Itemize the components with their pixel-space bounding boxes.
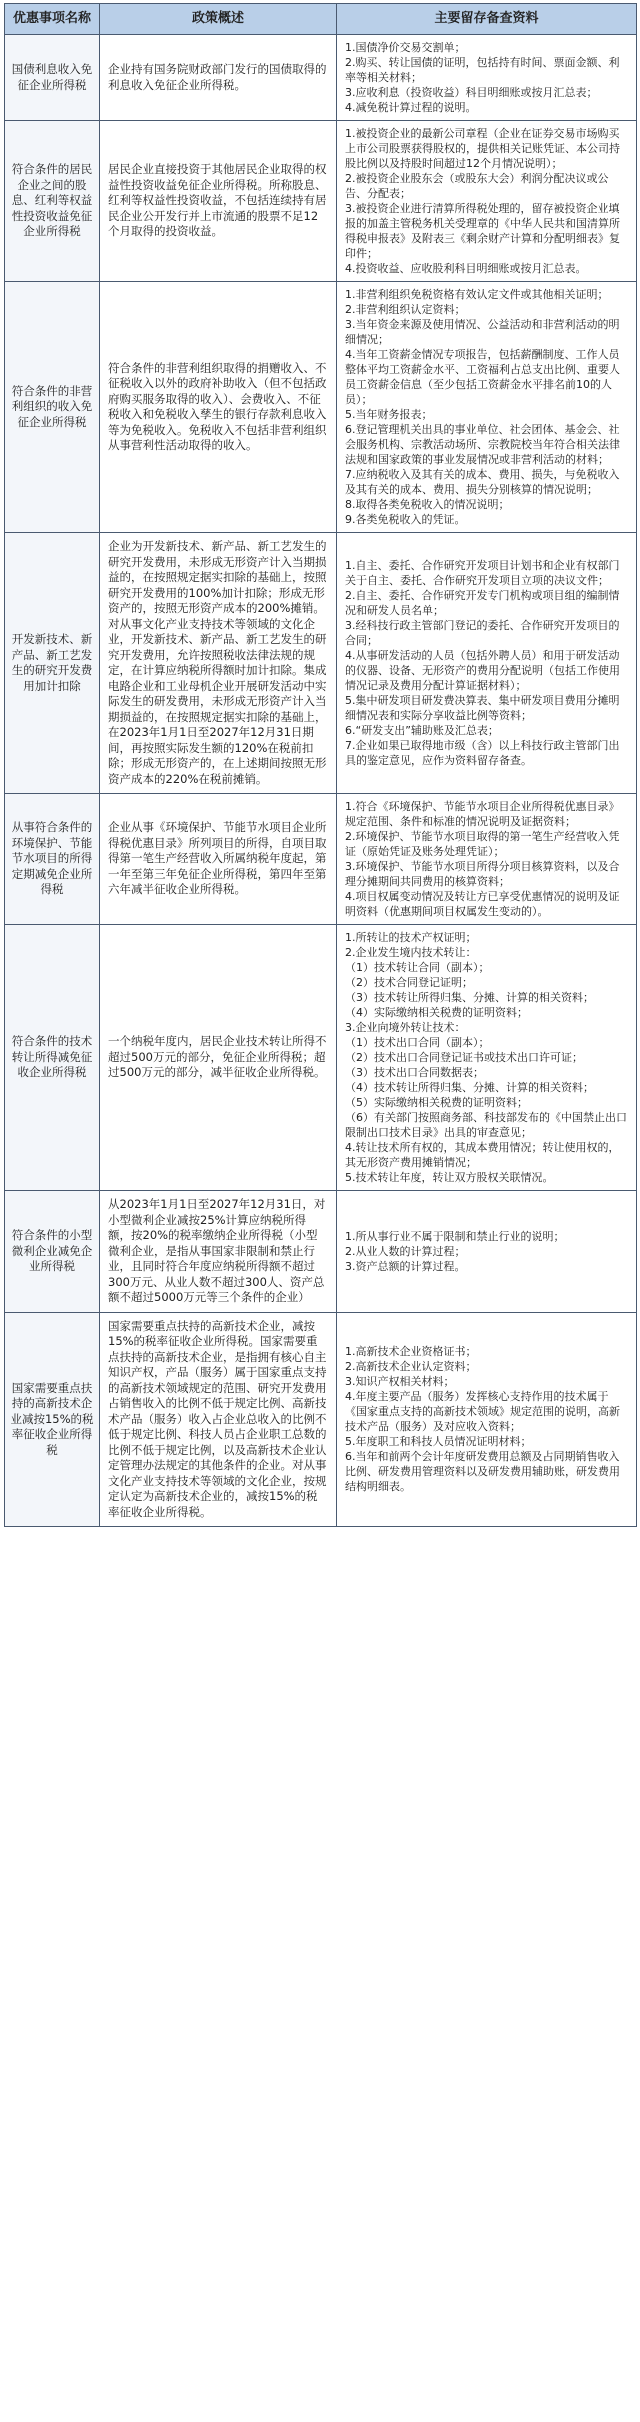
document-item: 1.自主、委托、合作研究开发项目计划书和企业有权部门关于自主、委托、合作研究开发项目立项的决议文件； [345,559,620,587]
document-item: （3）技术转让所得归集、分摊、计算的相关资料； [345,991,594,1004]
retained-documents [337,533,637,794]
retained-documents [337,794,637,925]
document-item: 1.符合《环境保护、节能节水项目企业所得税优惠目录》规定范围、条件和标准的情况说明及证据资料； [345,800,620,828]
document-item: 2.购买、转让国债的证明，包括持有时间、票面金额、利率等相关材料； [345,56,620,84]
document-item: 1.国债净价交易交割单； [345,41,466,54]
document-item: （1）技术转让合同（副本）； [345,961,490,974]
table-row [5,1191,637,1313]
preference-item-name: 国债利息收入免征企业所得税 [5,35,100,121]
document-item: 3.被投资企业进行清算所得税处理的，留存被投资企业填报的加盖主管税务机关受理章的《中华人民共和国清算所得税申报表》及附表三《剩余财产计算和分配明细表》复印件； [345,202,620,260]
document-item: 2.高新技术企业认定资料； [345,1360,477,1374]
document-item: 2.企业发生境内技术转让： [345,946,477,959]
header-retained-documents: 主要留存备查资料 [337,4,637,35]
document-item: 5.集中研发项目研发费决算表、集中研发项目费用分摊明细情况表和实际分享收益比例等资料； [345,694,620,722]
table-row [5,282,637,533]
document-item: 1.所转让的技术产权证明； [345,931,477,944]
document-item: 6.登记管理机关出具的事业单位、社会团体、基金会、社会服务机构、宗教活动场所、宗教院校当年符合相关法律法规和国家政策的事业发展情况或非营利活动的材料； [345,423,620,466]
document-item: 3.资产总额的计算过程。 [345,1259,466,1273]
document-item: 6.“研发支出”辅助账及汇总表； [345,724,499,737]
document-item: 2.从业人数的计算过程； [345,1244,466,1258]
document-item: 3.知识产权相关材料； [345,1375,455,1389]
document-item: （1）技术出口合同（副本）； [345,1036,490,1049]
document-item: 4.项目权属变动情况及转让方已享受优惠情况的说明及证明资料（优惠期间项目权属发生变动的）。 [345,890,620,918]
document-item: 1.非营利组织免税资格有效认定文件或其他相关证明； [345,288,609,301]
document-item: 1.被投资企业的最新公司章程（企业在证券交易市场购买上市公司股票获得股权的，提供相关记账凭证、本公司持股比例以及持股时间超过12个月情况说明）； [345,127,620,170]
retained-documents [337,1312,637,1527]
document-item: 5.当年财务报表； [345,408,433,421]
policy-summary: 符合条件的非营利组织取得的捐赠收入、不征税收入以外的政府补助收入（但不包括政府购买服务取得的收入）、会费收入、不征税收入和免税收入孳生的银行存款利息收入等为免税收入。免税收入不包括非营利组织从事营利性活动取得的收入。 [100,282,337,533]
document-item: 4.投资收益、应收股利科目明细账或按月汇总表。 [345,262,587,275]
policy-summary: 国家需要重点扶持的高新技术企业，减按15%的税率征收企业所得税。国家需要重点扶持的高新技术企业，是指拥有核心自主知识产权，产品（服务）属于国家重点支持的高新技术领域规定的范围、研究开发费用占销售收入的比例不低于规定比例、高新技术产品（服务）收入占企业总收入的比例不低于规定比例、科技人员占企业职工总数的比例不低于规定比例，以及高新技术企业认定管理办法规定的其他条件的企业。对从事文化产业支持技术等领域的文化企业，按规定认定为高新技术企业的，减按15%的税率征收企业所得税。 [100,1312,337,1527]
document-item: （3）技术出口合同数据表； [345,1066,484,1079]
table-row [5,925,637,1191]
document-item: 3.企业向境外转让技术： [345,1021,466,1034]
document-item: 6.当年和前两个会计年度研发费用总额及占同期销售收入比例、研发费用管理资料以及研发费用辅助账，研发费用结构明细表。 [345,1450,620,1494]
header-item-name: 优惠事项名称 [5,4,100,35]
retained-documents [337,1191,637,1313]
document-item: 8.取得各类免税收入的情况说明； [345,498,510,511]
document-item: 5.技术转让年度，转让双方股权关联情况。 [345,1171,554,1184]
document-item: （6）有关部门按照商务部、科技部发布的《中国禁止出口限制出口技术目录》出具的审查意见； [345,1111,627,1139]
document-item: 2.非营利组织认定资料； [345,303,466,316]
preference-item-name: 从事符合条件的环境保护、节能节水项目的所得定期减免企业所得税 [5,794,100,925]
policy-summary: 企业从事《环境保护、节能节水项目企业所得税优惠目录》所列项目的所得，自项目取得第一笔生产经营收入所属纳税年度起，第一年至第三年免征企业所得税，第四年至第六年减半征收企业所得税。 [100,794,337,925]
document-item: 2.被投资企业股东会（或股东大会）利润分配决议或公告、分配表； [345,172,609,200]
document-item: 4.转让技术所有权的，其成本费用情况；转让使用权的，其无形资产费用摊销情况； [345,1141,620,1169]
preference-item-name: 符合条件的非营利组织的收入免征企业所得税 [5,282,100,533]
document-item: （4）实际缴纳相关税费的证明资料； [345,1006,528,1019]
table-row [5,794,637,925]
header-policy-summary: 政策概述 [100,4,337,35]
policy-summary: 企业为开发新技术、新产品、新工艺发生的研究开发费用，未形成无形资产计入当期损益的，在按照规定据实扣除的基础上，按照研究开发费用的100%加计扣除；形成无形资产的，按照无形资产成本的200%摊销。对从事文化产业支持技术等领域的文化企业，开发新技术、新产品、新工艺发生的研究开发费用，允许按照税收法律法规的规定，在计算应纳税所得额时加计扣除。集成电路企业和工业母机企业开展研发活动中实际发生的研发费用，未形成无形资产计入当期损益的，在按照规定据实扣除的基础上，在2023年1月1日至2027年12月31日期间，再按照实际发生额的120%在税前扣除；形成无形资产的，在上述期间按照无形资产成本的220%在税前摊销。 [100,533,337,794]
policy-summary: 一个纳税年度内，居民企业技术转让所得不超过500万元的部分，免征企业所得税；超过500万元的部分，减半征收企业所得税。 [100,925,337,1191]
table-row [5,121,637,282]
table-row [5,35,637,121]
document-item: 3.应收利息（投资收益）科目明细账或按月汇总表； [345,86,598,99]
preference-item-name: 符合条件的居民企业之间的股息、红利等权益性投资收益免征企业所得税 [5,121,100,282]
table-header-row [5,4,637,35]
document-item: 3.环境保护、节能节水项目所得分项目核算资料，以及合理分摊期间共同费用的核算资料； [345,860,620,888]
retained-documents [337,35,637,121]
document-item: （4）技术转让所得归集、分摊、计算的相关资料； [345,1081,594,1094]
document-item: 1.高新技术企业资格证书； [345,1345,477,1359]
document-item: （2）技术合同登记证明； [345,976,473,989]
document-item: 1.所从事行业不属于限制和禁止行业的说明； [345,1229,565,1243]
document-item: （2）技术出口合同登记证书或技术出口许可证； [345,1051,583,1064]
preference-item-name: 符合条件的技术转让所得减免征收企业所得税 [5,925,100,1191]
document-item: （5）实际缴纳相关税费的证明资料； [345,1096,528,1109]
document-item: 4.减免税计算过程的说明。 [345,101,477,114]
table-row [5,1312,637,1527]
document-item: 9.各类免税收入的凭证。 [345,513,466,526]
document-item: 2.自主、委托、合作研究开发专门机构或项目组的编制情况和研发人员名单； [345,589,620,617]
document-item: 4.从事研发活动的人员（包括外聘人员）和用于研发活动的仪器、设备、无形资产的费用分配说明（包括工作使用情况记录及费用分配计算证据材料）； [345,649,620,692]
policy-summary: 从2023年1月1日至2027年12月31日，对小型微利企业减按25%计算应纳税所得额，按20%的税率缴纳企业所得税（小型微利企业，是指从事国家非限制和禁止行业，且同时符合年度应纳税所得额不超过300万元、从业人数不超过300人、资产总额不超过5000万元等三个条件的企业） [100,1191,337,1313]
policy-summary: 企业持有国务院财政部门发行的国债取得的利息收入免征企业所得税。 [100,35,337,121]
preference-item-name: 开发新技术、新产品、新工艺发生的研究开发费用加计扣除 [5,533,100,794]
document-item: 2.环境保护、节能节水项目取得的第一笔生产经营收入凭证（原始凭证及账务处理凭证）； [345,830,620,858]
document-item: 7.企业如果已取得地市级（含）以上科技行政主管部门出具的鉴定意见，应作为资料留存备查。 [345,739,620,767]
document-item: 4.当年工资薪金情况专项报告，包括薪酬制度、工作人员整体平均工资薪金水平、工资福利占总支出比例、重要人员工资薪金信息（至少包括工资薪金水平排名前10的人员）； [345,348,620,406]
retained-documents [337,282,637,533]
document-item: 7.应纳税收入及其有关的成本、费用、损失，与免税收入及其有关的成本、费用、损失分别核算的情况说明； [345,468,620,496]
policy-table [4,3,637,1527]
preference-item-name: 符合条件的小型微利企业减免企业所得税 [5,1191,100,1313]
retained-documents [337,925,637,1191]
preference-item-name: 国家需要重点扶持的高新技术企业减按15%的税率征收企业所得税 [5,1312,100,1527]
document-item: 5.年度职工和科技人员情况证明材料； [345,1435,532,1449]
policy-summary: 居民企业直接投资于其他居民企业取得的权益性投资收益免征企业所得税。所称股息、红利等权益性投资收益，不包括连续持有居民企业公开发行并上市流通的股票不足12个月取得的投资收益。 [100,121,337,282]
document-item: 3.当年资金来源及使用情况、公益活动和非营利活动的明细情况； [345,318,620,346]
document-item: 3.经科技行政主管部门登记的委托、合作研究开发项目的合同； [345,619,620,647]
retained-documents [337,121,637,282]
document-item: 4.年度主要产品（服务）发挥核心支持作用的技术属于《国家重点支持的高新技术领域》规定范围的说明，高新技术产品（服务）及对应收入资料； [345,1390,620,1434]
table-row [5,533,637,794]
